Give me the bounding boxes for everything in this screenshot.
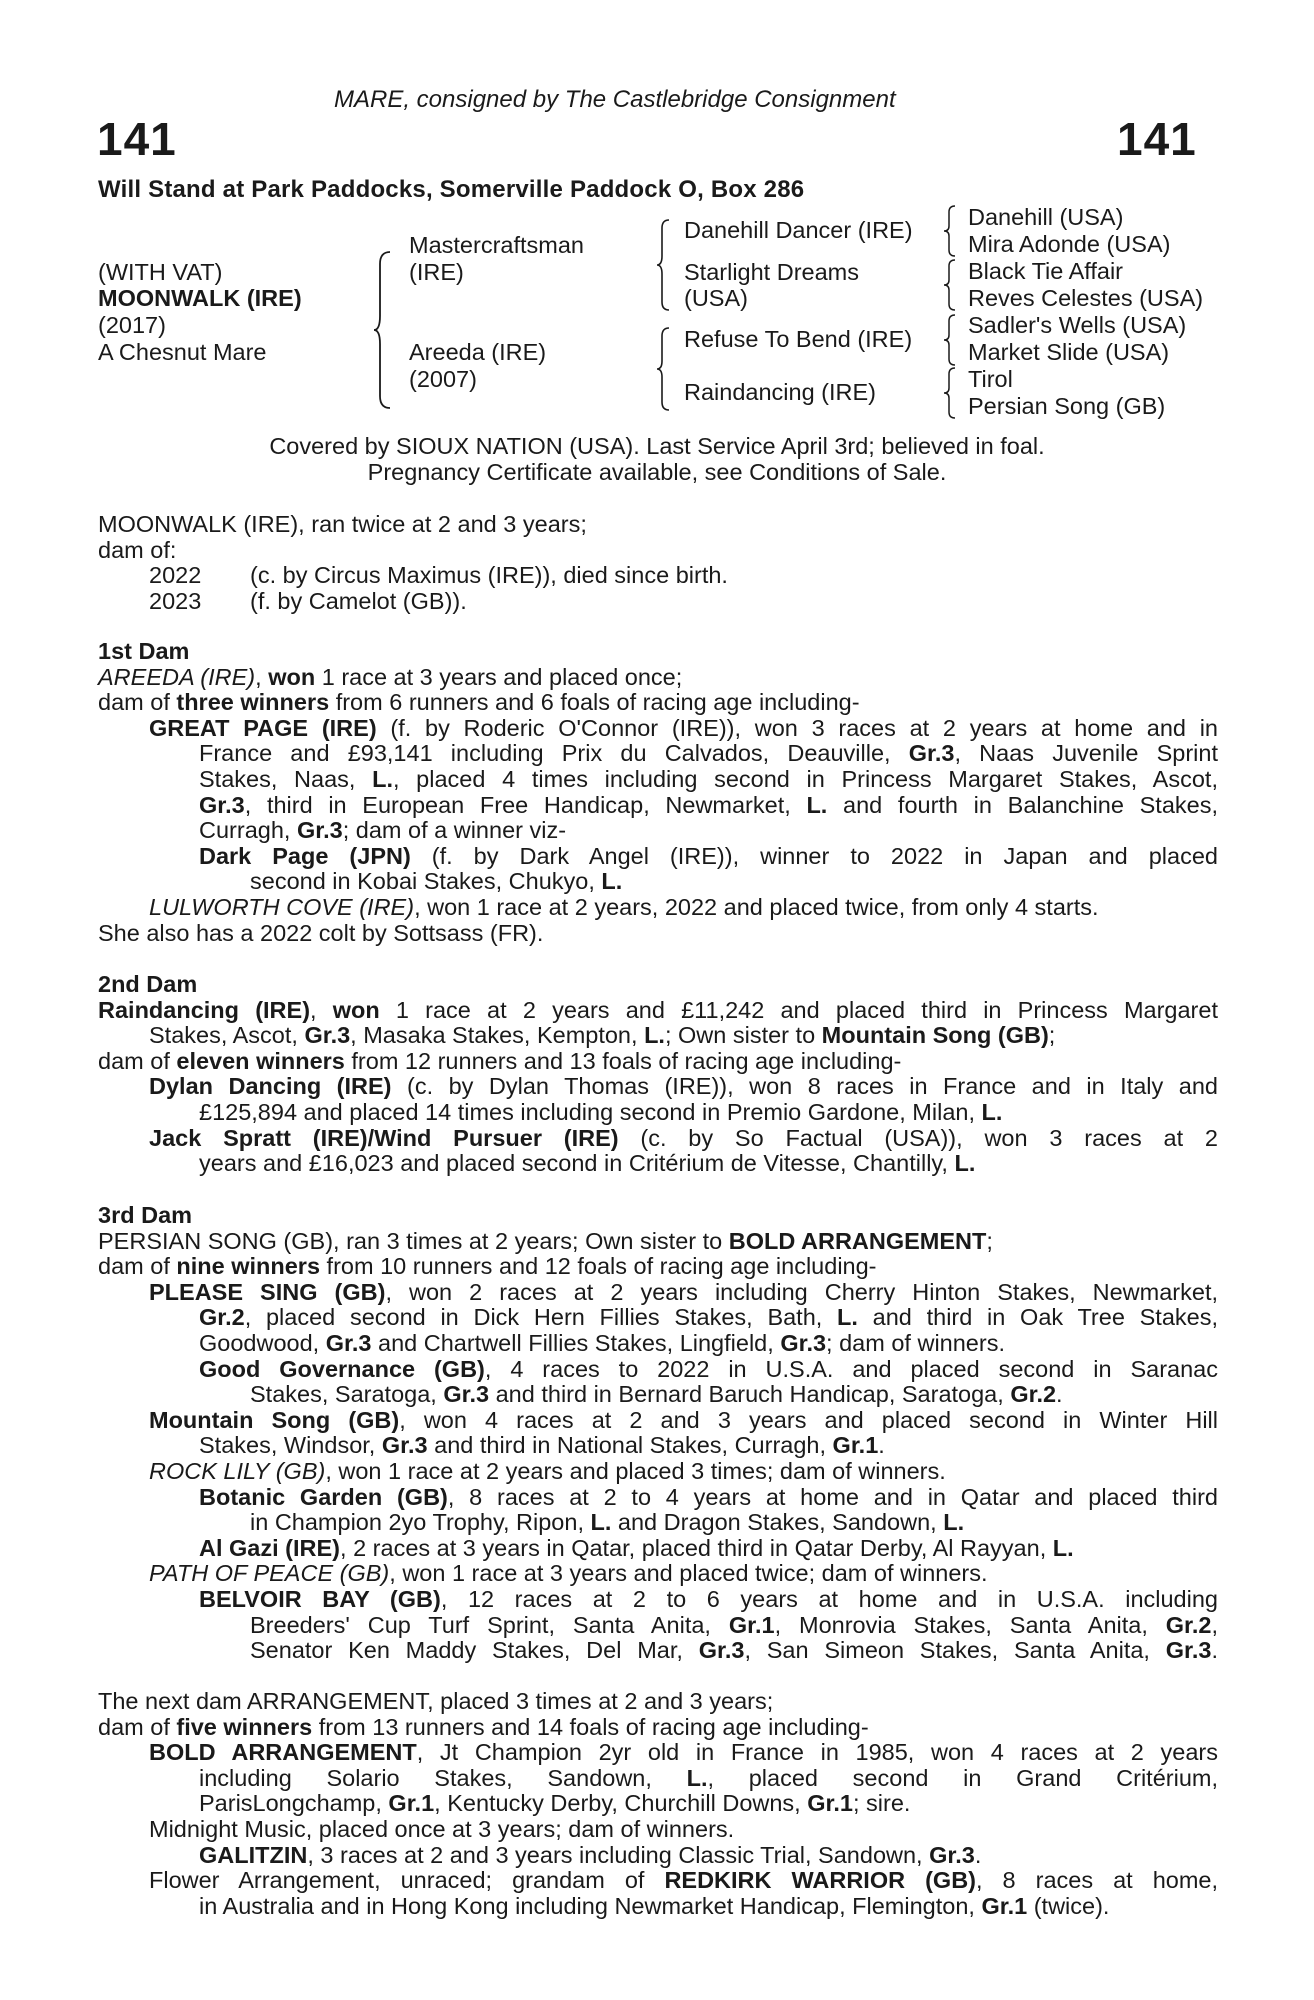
entry-mountain-song: Mountain Song (GB), won 4 races at 2 and 3 years and placed second in Winter Hill [149, 1406, 1218, 1433]
entry-good-governance: Good Governance (GB), 4 races to 2022 in U.S.A. and placed second in Saranac [199, 1355, 1219, 1382]
ggs-7: Tirol [968, 366, 1013, 392]
also-note: She also has a 2022 colt by Sottsass (FR). [98, 919, 544, 946]
dam-name: AREEDA (IRE) [98, 663, 256, 690]
entry-belvoir-bay: BELVOIR BAY (GB), 12 races at 2 to 6 years at home and in U.S.A. including [199, 1585, 1218, 1612]
entry-great-page: GREAT PAGE (IRE) (f. by Roderic O'Connor (IRE)), won 3 races at 2 years at home and in [149, 714, 1218, 741]
horse-name: MOONWALK (IRE) [98, 285, 302, 311]
ggs-5: Sadler's Wells (USA) [968, 312, 1187, 338]
produce-year: 2023 [149, 587, 202, 614]
stand-location: Will Stand at Park Paddocks, Somerville Paddock O, Box 286 [98, 176, 805, 203]
produce-line-1: MOONWALK (IRE), ran twice at 2 and 3 years; [98, 511, 587, 537]
dam-name: Areeda (IRE) [409, 339, 547, 365]
ggs-3: Black Tie Affair [968, 258, 1123, 284]
ggs-1: Danehill (USA) [968, 204, 1124, 230]
entry-jack-spratt: Jack Spratt (IRE)/Wind Pursuer (IRE) (c. by So Factual (USA)), won 3 races at 2 [149, 1124, 1218, 1151]
dam-sire: Refuse To Bend (IRE) [684, 326, 913, 352]
sire-name: Mastercraftsman [409, 232, 584, 258]
third-dam-section: 3rd Dam PERSIAN SONG (GB), ran 3 times at 2 years; Own sister to BOLD ARRANGEMENT; dam of nine winners from 10 runners and 12 foals of racing age including- PLEASE SING (GB), won 2 races at 2 years including Cherry Hinton Stakes, Newmarket, Gr.2, placed second in Dick Hern Fillies Stakes, Bath, L. and third in Oak Tree Stakes, Goodwood, Gr.3 and Chartwell Fillies Stakes, Lingfield, Gr.3; dam of winners. Good Governance (GB), 4 races to 2022 in U.S.A. and placed second in Saranac Stakes, Saratoga, Gr.3 and third in Bernard Baruch Handicap, Saratoga, Gr.2. Mountain Song (GB), won 4 races at 2 and 3 years and placed second in Winter Hill Stakes, Windsor, Gr.3 and third in National Stakes, Curragh, Gr.1. ROCK LILY (GB), won 1 race at 2 years and placed 3 times; dam of winners. Botanic Garden (GB), 8 races at 2 to 4 years at home and in Qatar and placed third in Champion 2yo Trophy, Ripon, L. and Dragon Stakes, Sandown, L. Al Gazi (IRE), 2 races at 3 years in Qatar, placed third in Qatar Derby, Al Rayyan, L. PATH OF PEACE (GB), won 1 race at 3 years and placed twice; dam of winners. BELVOIR BAY (GB), 12 races at 2 to 6 years at home and in U.S.A. including Breeders' Cup Turf Sprint, Santa Anita, Gr.1, Monrovia Stakes, Santa Anita, Gr.2, Senator Ken Maddy Stakes, Del Mar, Gr.3, San Simeon Stakes, Santa Anita, Gr.3. [98, 1202, 1219, 1664]
covering-line-1: Covered by SIOUX NATION (USA). Last Service April 3rd; believed in foal. [269, 433, 1045, 459]
produce-year: 2022 [149, 562, 202, 589]
ggs-6: Market Slide (USA) [968, 339, 1170, 365]
sire-country: (IRE) [409, 259, 464, 285]
entry-lulworth-cove: LULWORTH COVE (IRE), won 1 race at 2 years, 2022 and placed twice, from only 4 starts. [149, 893, 1099, 920]
produce-2023 [98, 589, 1218, 615]
ggs-2: Mira Adonde (USA) [968, 231, 1171, 257]
vat-note: (WITH VAT) [98, 259, 223, 285]
produce-detail: (f. by Camelot (GB)). [250, 587, 467, 614]
entry-dark-page: Dark Page (JPN) (f. by Dark Angel (IRE)), winner to 2022 in Japan and placed [199, 842, 1218, 869]
consignment-subtitle: MARE, consigned by The Castlebridge Consignment [334, 86, 896, 113]
brace-sd [943, 258, 957, 312]
brace-sire [656, 218, 672, 312]
ggs-4: Reves Celestes (USA) [968, 285, 1204, 311]
produce-2022 [98, 563, 1218, 589]
next-dam-section: The next dam ARRANGEMENT, placed 3 times at 2 and 3 years; dam of five winners from 13 runners and 14 foals of racing age including- BOLD ARRANGEMENT, Jt Champion 2yr old in France in 1985, won 4 races at 2 years including Solario Stakes, Sandown, L., placed second in Grand Critérium, ParisLongchamp, Gr.1, Kentucky Derby, Churchill Downs, Gr.1; sire. Midnight Music, placed once at 3 years; dam of winners. GALITZIN, 3 races at 2 and 3 years including Classic Trial, Sandown, Gr.3. Flower Arrangement, unraced; grandam of REDKIRK WARRIOR (GB), 8 races at home, in Australia and in Hong Kong including Newmarket Handicap, Flemington, Gr.1 (twice). [98, 1688, 1219, 1919]
entry-rock-lily: ROCK LILY (GB), won 1 race at 2 years and placed 3 times; dam of winners. [149, 1457, 946, 1484]
entry-midnight-music: Midnight Music, placed once at 3 years; dam of winners. [149, 1815, 735, 1842]
section-heading: 1st Dam [98, 638, 190, 664]
lot-number-right: 141 [1117, 113, 1197, 165]
entry-galitzin: GALITZIN, 3 races at 2 and 3 years including Classic Trial, Sandown, Gr.3. [199, 1841, 982, 1868]
brace-ds [943, 313, 957, 367]
horse-year: (2017) [98, 312, 166, 338]
dam-dam: Raindancing (IRE) [684, 379, 877, 405]
brace-dd [943, 366, 957, 420]
produce-line-2: dam of: [98, 536, 177, 563]
sire-sire: Danehill Dancer (IRE) [684, 217, 913, 243]
entry-bold-arrangement: BOLD ARRANGEMENT, Jt Champion 2yr old in France in 1985, won 4 races at 2 years [149, 1739, 1218, 1766]
ggs-8: Persian Song (GB) [968, 393, 1166, 419]
entry-please-sing: PLEASE SING (GB), won 2 races at 2 years including Cherry Hinton Stakes, Newmarket, [149, 1278, 1218, 1305]
covering-note [0, 434, 1314, 485]
section-heading: 2nd Dam [98, 971, 198, 997]
produce-record [98, 512, 1218, 614]
first-dam-section: 1st Dam AREEDA (IRE), won 1 race at 3 years and placed once; dam of three winners from 6 runners and 6 foals of racing age including- GREAT PAGE (IRE) (f. by Roderic O'Connor (IRE)), won 3 races at 2 years at home and in France and £93,141 including Prix du Calvados, Deauville, Gr.3, Naas Juvenile Sprint Stakes, Naas, L., placed 4 times including second in Princess Margaret Stakes, Ascot, Gr.3, third in European Free Handicap, Newmarket, L. and fourth in Balanchine Stakes, Curragh, Gr.3; dam of a winner viz- Dark Page (JPN) (f. by Dark Angel (IRE)), winner to 2022 in Japan and placed second in Kobai Stakes, Chukyo, L. LULWORTH COVE (IRE), won 1 race at 2 years, 2022 and placed twice, from only 4 starts. She also has a 2022 colt by Sottsass (FR). [98, 638, 1219, 946]
covering-line-2: Pregnancy Certificate available, see Conditions of Sale. [367, 458, 947, 485]
brace-main [372, 250, 394, 410]
entry-botanic-garden: Botanic Garden (GB), 8 races at 2 to 4 years at home and in Qatar and placed third [199, 1483, 1218, 1510]
sire-dam: Starlight Dreams [684, 259, 859, 285]
dam-year: (2007) [409, 366, 477, 392]
next-dam-intro: The next dam ARRANGEMENT, placed 3 times at 2 and 3 years; [98, 1688, 774, 1714]
produce-detail: (c. by Circus Maximus (IRE)), died since birth. [250, 562, 728, 589]
entry-flower-arrangement: Flower Arrangement, unraced; grandam of REDKIRK WARRIOR (GB), 8 races at home, [149, 1867, 1219, 1894]
lot-number-left: 141 [97, 113, 177, 165]
second-dam-section: 2nd Dam Raindancing (IRE), won 1 race at 2 years and £11,242 and placed third in Princess Margaret Stakes, Ascot, Gr.3, Masaka Stakes, Kempton, L.; Own sister to Mountain Song (GB); dam of eleven winners from 12 runners and 13 foals of racing age including- Dylan Dancing (IRE) (c. by Dylan Thomas (IRE)), won 8 races in France and in Italy and £125,894 and placed 14 times including second in Premio Gardone, Milan, L. Jack Spratt (IRE)/Wind Pursuer (IRE) (c. by So Factual (USA)), won 3 races at 2 years and £16,023 and placed second in Critérium de Vitesse, Chantilly, L. [98, 971, 1218, 1177]
horse-description: A Chesnut Mare [98, 339, 267, 365]
sire-dam-country: (USA) [684, 285, 748, 311]
entry-al-gazi: Al Gazi (IRE), 2 races at 3 years in Qatar, placed third in Qatar Derby, Al Rayyan, L. [199, 1534, 1074, 1561]
brace-ss [943, 204, 957, 258]
section-heading: 3rd Dam [98, 1202, 193, 1228]
entry-path-of-peace: PATH OF PEACE (GB), won 1 race at 3 years and placed twice; dam of winners. [149, 1560, 988, 1587]
brace-dam [656, 326, 672, 412]
entry-dylan-dancing: Dylan Dancing (IRE) (c. by Dylan Thomas (IRE)), won 8 races in France and in Italy and [149, 1073, 1218, 1100]
